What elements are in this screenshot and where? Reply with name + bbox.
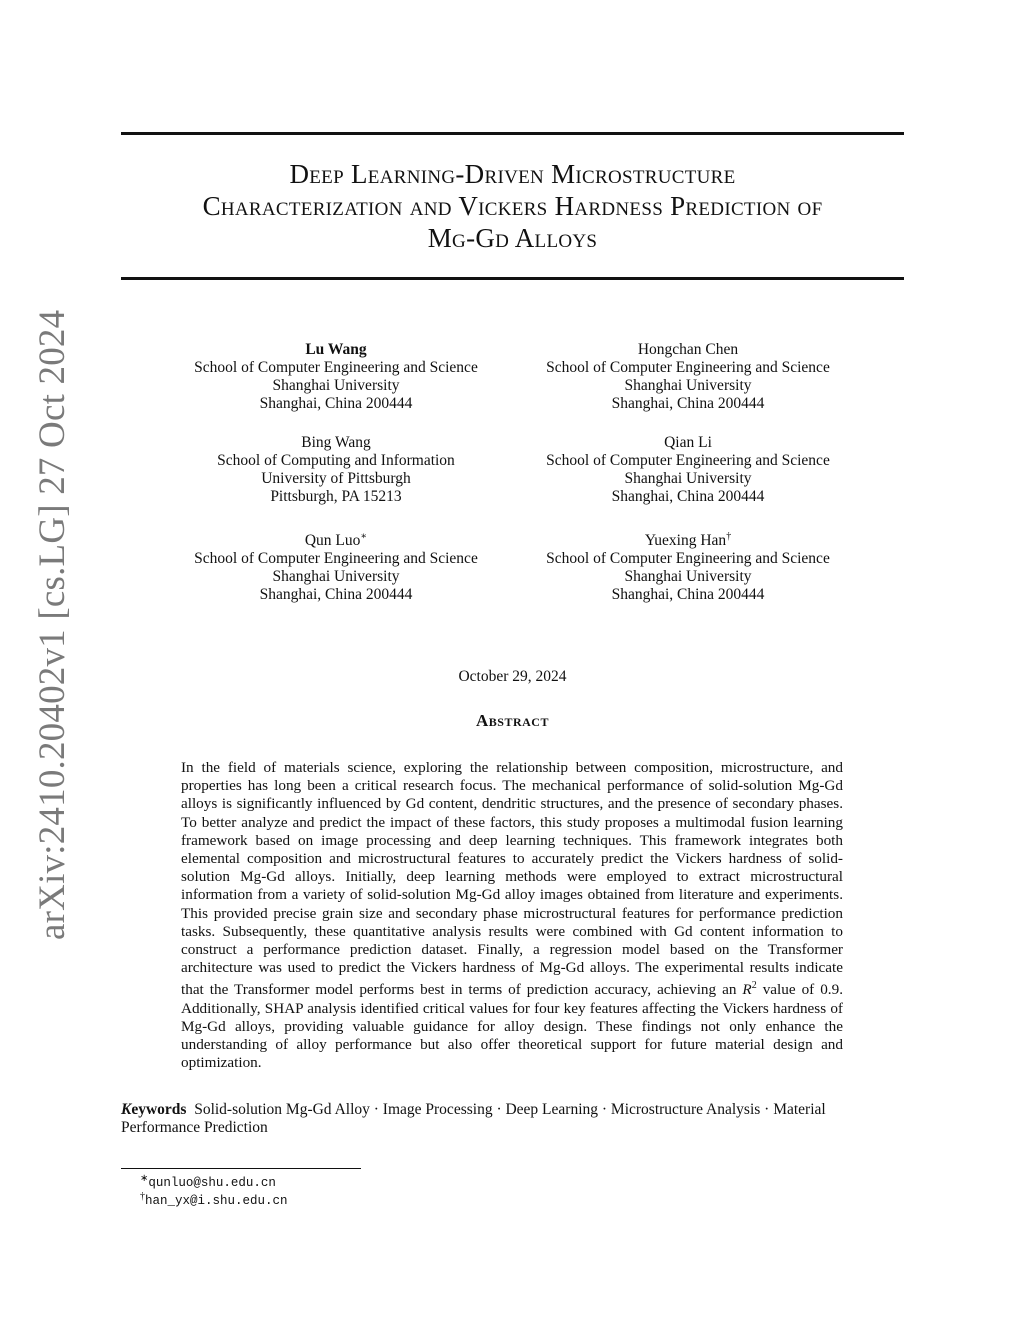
author-department: School of Computer Engineering and Science [546, 452, 830, 469]
footnote-email: ∗qunluo@shu.edu.cn [140, 1173, 276, 1191]
author-university: Shanghai University [624, 377, 752, 394]
title-bottom-rule [121, 277, 904, 280]
author-block [518, 528, 858, 604]
footnote-rule [121, 1168, 361, 1169]
corresponding-mark: ∗ [360, 531, 368, 542]
author-block [166, 341, 506, 413]
author-block [166, 528, 506, 604]
author-address: Shanghai, China 200444 [259, 395, 413, 412]
author-name: Yuexing Han† [644, 531, 732, 550]
author-address: Shanghai, China 200444 [611, 488, 765, 505]
title-line-3: Mg-Gd Alloys [427, 223, 598, 253]
author-name: Qian Li [664, 434, 712, 451]
author-university: University of Pittsburgh [261, 470, 411, 487]
keywords-label: Keywords [121, 1101, 187, 1118]
arxiv-identifier: arXiv:2410.20402v1 [cs.LG] 27 Oct 2024 [32, 309, 73, 940]
author-address: Shanghai, China 200444 [259, 586, 413, 604]
abstract-heading: Abstract [476, 711, 549, 730]
publication-date: October 29, 2024 [458, 668, 567, 685]
abstract-body: In the field of materials science, exploring the relationship between composition, microstructure, and properties has long been a critical research focus. The mechanical performance of solid-solution Mg-Gd alloys is significantly influenced by Gd content, dendritic structures, and the presence of secondary phases. To better analyze and predict the impact of these factors, this study proposes a multimodal fusion learning framework based on image processing and deep learning techniques. This framework integrates both elemental composition and microstructural features to accurately predict the Vickers hardness of solid-solution Mg-Gd alloys. Initially, deep learning methods were employed to extract microstructural information from a variety of solid-solution Mg-Gd alloy images obtained from literature and experiments. This provided precise grain size and secondary phase microstructural features for performance prediction tasks. Subsequently, these quantitative analysis results were combined with Gd content information to construct a performance prediction dataset. Finally, a regression model based on the Transformer architecture was used to predict the Vickers hardness of Mg-Gd alloys. The experimental results indicate that the Transformer model performs best in terms of prediction accuracy, achieving an $R^2$ value of 0.9. Additionally, SHAP analysis identified critical values for four key features affecting the Vickers hardness of Mg-Gd alloys, providing valuable guidance for alloy design. These findings not only enhance the understanding of alloy performance but also offer theoretical support for future material design and optimization. [181, 759, 843, 1072]
author-department: School of Computer Engineering and Science [546, 550, 830, 568]
author-university: Shanghai University [272, 377, 400, 394]
author-block [518, 341, 858, 413]
paper-title [121, 158, 904, 254]
keywords [121, 1101, 904, 1137]
title-line-1: Deep Learning-Driven Microstructure [289, 159, 736, 189]
author-university: Shanghai University [272, 568, 400, 586]
author-address: Shanghai, China 200444 [611, 586, 765, 604]
author-block [166, 434, 506, 506]
author-department: School of Computer Engineering and Science [194, 359, 478, 376]
author-address: Pittsburgh, PA 15213 [270, 488, 402, 505]
title-line-2: Characterization and Vickers Hardness Prediction of [202, 191, 823, 221]
author-department: School of Computing and Information [217, 452, 455, 469]
author-university: Shanghai University [624, 470, 752, 487]
footnote-email: †han_yx@i.shu.edu.cn [140, 1191, 288, 1209]
author-department: School of Computer Engineering and Science [546, 359, 830, 376]
author-name: Lu Wang [305, 341, 367, 358]
author-department: School of Computer Engineering and Science [194, 550, 478, 568]
author-name: Hongchan Chen [637, 341, 739, 358]
corresponding-mark: † [726, 531, 732, 542]
author-block [518, 434, 858, 506]
author-name: Qun Luo∗ [304, 531, 368, 550]
author-name: Bing Wang [301, 434, 371, 451]
author-university: Shanghai University [624, 568, 752, 586]
title-top-rule [121, 132, 904, 135]
keywords-text: Solid-solution Mg-Gd Alloy · Image Processing · Deep Learning · Microstructure Analysis · Material Performance Prediction [121, 1101, 826, 1136]
author-address: Shanghai, China 200444 [611, 395, 765, 412]
